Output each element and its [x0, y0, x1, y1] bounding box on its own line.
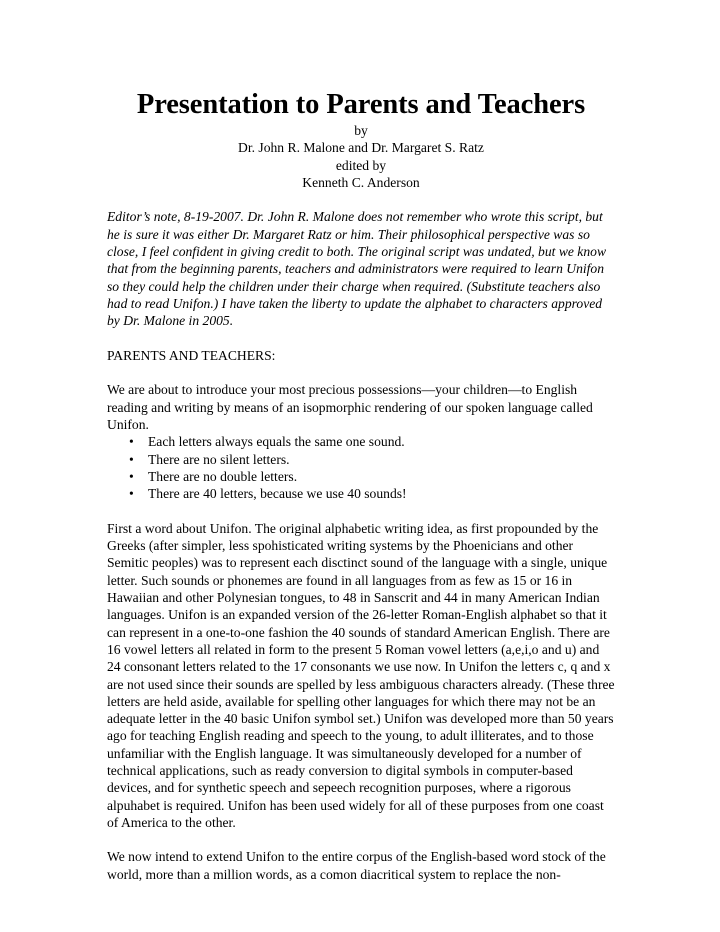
list-item-text: There are no silent letters.	[148, 451, 290, 467]
bullet-icon: •	[129, 468, 134, 484]
spacer	[107, 191, 615, 208]
editor-name: Kenneth C. Anderson	[302, 174, 420, 190]
authors-line: Dr. John R. Malone and Dr. Margaret S. Ratz	[238, 140, 484, 156]
list-item	[129, 468, 615, 485]
editor-note: Editor’s note, 8-19-2007. Dr. John R. Malone does not remember who wrote this script, but he is sure it was either Dr. Margaret Ratz or him. Their philosophical perspective was so close, I feel confident in giving credit to both. The original script was undated, but we know that from the beginning parents, teachers and administrators were required to learn Unifon so they could help the children under their charge when required. (Substitute teachers also had to read Unifon.) I have taken the liberty to update the alphabet to characters approved by Dr. Malone in 2005.	[107, 209, 607, 329]
list-item-text: Each letters always equals the same one sound.	[148, 434, 405, 450]
spacer	[107, 831, 615, 848]
list-item	[129, 485, 615, 502]
bullet-icon: •	[129, 486, 134, 502]
list-item-text: There are no double letters.	[148, 468, 298, 484]
by-line: by	[354, 123, 368, 138]
bullet-icon: •	[129, 434, 134, 450]
list-item-text: There are 40 letters, because we use 40 sounds!	[148, 486, 407, 502]
body-paragraph: First a word about Unifon. The original alphabetic writing idea, as first propounded by the Greeks (after simpler, less spohisticated writing systems by the Phoenicians and other Semitic peoples) was to represent each disctinct sound of the language with a single, unique letter. Such sounds or phonemes are found in all languages from as few as 15 or 16 in Hawaiian and other Polynesian tongues, to 48 in Sanscrit and 44 in many American Indian languages. Unifon is an expanded version of the 26-letter Roman-English alphabet so that it can represent in a one-to-one fashion the 40 sounds of standard American English. There are 16 vowel letters all related in form to the present 5 Roman vowel letters (a,e,i,o and u) and 24 consonant letters related to the 17 consonants we use now. In Unifon the letters c, q and x are not used since their sounds are spelled by less ambiguous characters already. (These three letters are held aside, available for spelling other languages for which there may not be an adequate letter in the 40 basic Unifon symbol set.) Unifon was developed more than 50 years ago for teaching English reading and speech to the young, to adult illiterates, and to those unfamiliar with the English language. It was simultaneously developed for a number of technical applications, such as ready conversion to digital symbols in computer-based devices, and for synthetic speech and sepeech recognition purposes, where a rigorous alpuhabet is required. Unifon has been used widely for all of these purposes from one coast of America to the other.	[107, 520, 615, 830]
final-paragraph: We now intend to extend Unifon to the entire corpus of the English-based word stock of the world, more than a million words, as a comon diacritical system to replace the non-	[107, 849, 606, 882]
unifon-rules-list	[107, 433, 615, 502]
bullet-icon: •	[129, 451, 134, 467]
document-title: Presentation to Parents and Teachers	[136, 89, 586, 120]
spacer	[107, 330, 615, 347]
edited-by-line: edited by	[335, 157, 387, 173]
list-item	[129, 451, 615, 468]
spacer	[107, 364, 615, 381]
salutation: PARENTS AND TEACHERS:	[107, 347, 276, 363]
intro-paragraph: We are about to introduce your most precious possessions—your children—to English reading and writing by means of an isopmorphic rendering of our spoken language called Unifon.	[107, 382, 593, 433]
document-page	[107, 88, 615, 883]
list-item	[129, 433, 615, 450]
spacer	[107, 503, 615, 520]
